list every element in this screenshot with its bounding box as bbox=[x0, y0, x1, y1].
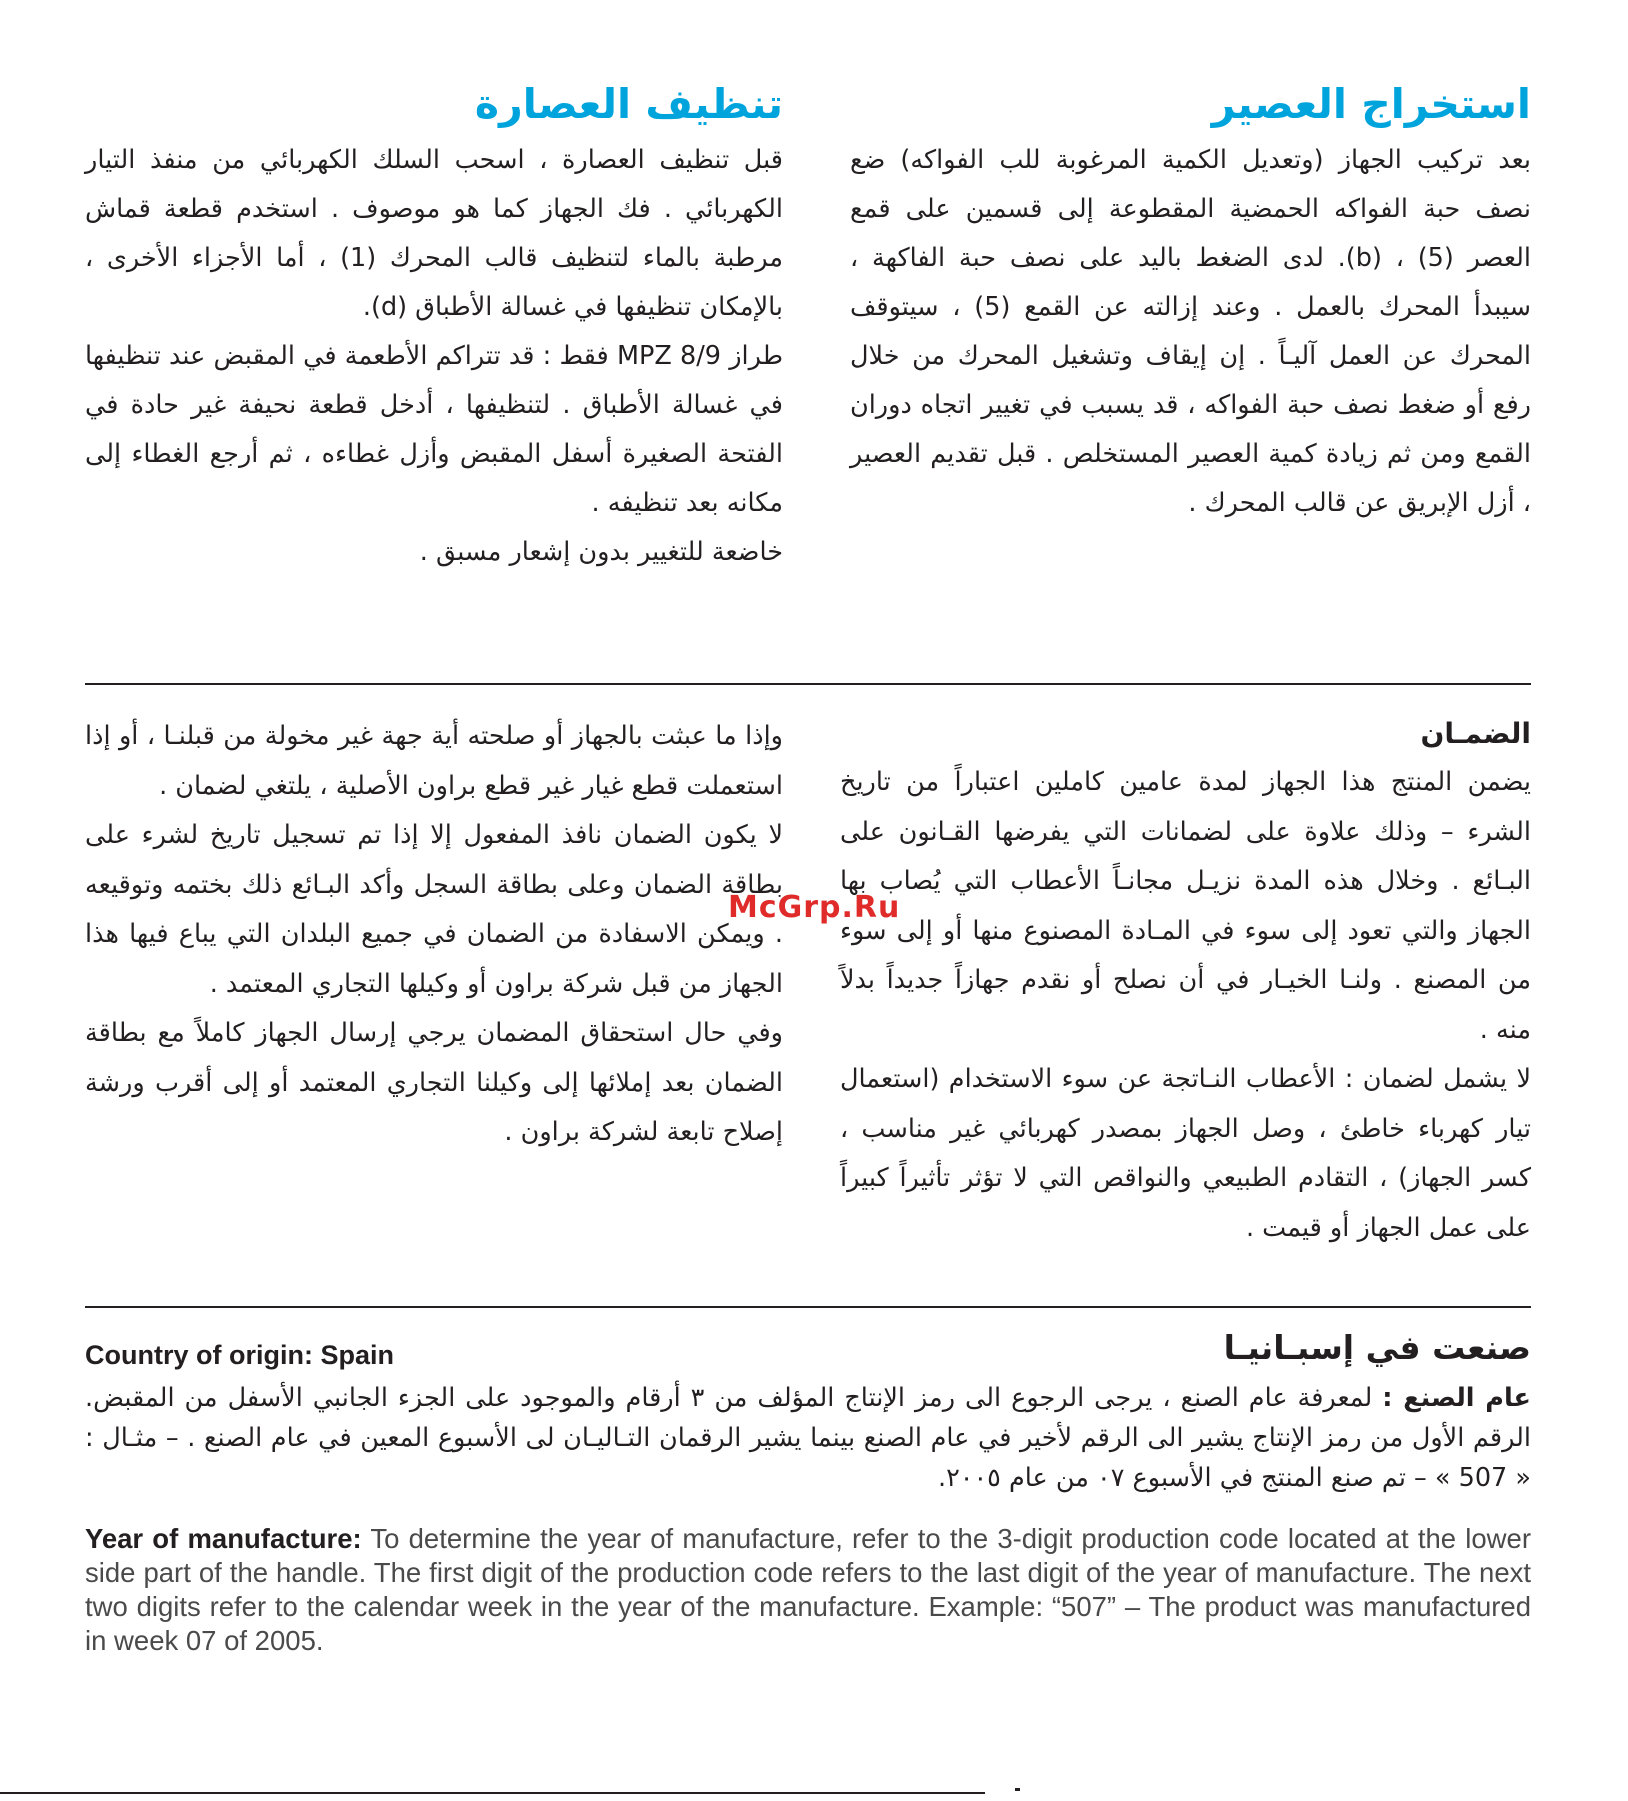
divider-bottom bbox=[85, 1306, 1531, 1308]
juice-heading: استخراج العصير bbox=[1211, 80, 1531, 128]
year-english-text: To determine the year of manufacture, refer to the 3-digit production code located at the lower side part of the handle. The first digit of the production code refers to the last digit of the year of manufacture. The next two digits refer to the calendar week in the year of the manufacture. Example: “507” – The product was manufactured in week 07 of 2005. bbox=[85, 1523, 1531, 1656]
year-arabic-label: عام الصنع : bbox=[1382, 1383, 1531, 1413]
footer-line bbox=[0, 1792, 985, 1794]
change-notice: خاضعة للتغيير بدون إشعار مسبق . bbox=[419, 537, 783, 567]
guarantee-paragraph-2: لا يشمل لضمان : الأعطاب النـاتجة عن سوء الاستخدام (استعمال تيار كهرباء خاطئ ، وصل الجهاز بمصدر كهربائي غير مناسب ، كسر الجهاز) ، التقادم الطبيعي والنواقص التي لا تؤثر تأثيراً كبيراً على عمل الجهاز أو قيمت . bbox=[840, 1064, 1531, 1243]
guarantee-section bbox=[840, 712, 1531, 1253]
guarantee-continued-section bbox=[85, 712, 783, 1158]
guarantee-paragraph-1: يضمن المنتج هذا الجهاز لمدة عامين كاملين اعتباراً من تاريخ الشرء – وذلك علاوة على لضمانات التي يفرضها القـانون على البـائع . وخلال هذه المدة نزيـل مجانـاً الأعطاب التي يُصاب بها الجهاز والتي تعود إلى سوء في المـادة المصنوع منها أو إلى سوء من المصنع . ولنـا الخيـار في أن نصلح أو نقدم جهازاً جديداً بدلاً منه . bbox=[840, 767, 1531, 1045]
guarantee-cont-paragraph-2: لا يكون الضمان نافذ المفعول إلا إذا تم تسجيل تاريخ لشرء على بطاقة الضمان وعلى بطاقة السجل وأكد البـائع ذلك بختمه وتوقيعه . ويمكن الاسفادة من الضمان في جميع البلدان التي يباع فيها هذا الجهاز من قبل شركة براون أو وكيلها التجاري المعتمد . bbox=[85, 820, 783, 999]
year-arabic-text: لمعرفة عام الصنع ، يرجى الرجوع الى رمز الإنتاج المؤلف من ٣ أرقام والموجود على الجزء الجانبي الأسفل من المقبض. الرقم الأول من رمز الإنتاج يشير الى الرقم لأخير في عام الصنع بينما يشير الرقمان التـاليـان لى الأسبوع المعين في عام الصنع . – مثـال : « 507 » – تم صنع المنتج في الأسبوع ٠٧ من عام ٢٠٠٥. bbox=[85, 1383, 1531, 1493]
cleaning-paragraph-1: قبل تنظيف العصارة ، اسحب السلك الكهربائي من منفذ التيار الكهربائي . فك الجهاز كما هو موصوف . استخدم قطعة قماش مرطبة بالماء لتنظيف قالب المحرك (1) ، أما الأجزاء الأخرى ، بالإمكان تنظيفها في غسالة الأطباق (d). bbox=[85, 145, 783, 322]
country-of-origin-english: Country of origin: Spain bbox=[85, 1340, 394, 1370]
divider-top bbox=[85, 683, 1531, 685]
year-english-label: Year of manufacture: bbox=[85, 1523, 362, 1554]
country-of-origin-arabic: صنعت في إسبـانيـا bbox=[1223, 1328, 1531, 1367]
footer-mark bbox=[1015, 1788, 1020, 1791]
cleaning-paragraph-2: طراز MPZ 8/9 فقط : قد تتراكم الأطعمة في المقبض عند تنظيفها في غسالة الأطباق . لتنظيفها ، أدخل قطعة نحيفة غير حادة في الفتحة الصغيرة أسفل المقبض وأزل غطاءه ، ثم أرجع الغطاء إلى مكانه بعد تنظيفه . bbox=[85, 341, 783, 518]
juice-section bbox=[850, 78, 1531, 528]
cleaning-section bbox=[85, 78, 783, 577]
guarantee-cont-paragraph-3: وفي حال استحقاق المضمان يرجي إرسال الجهاز كاملاً مع بطاقة الضمان بعد إملائها إلى وكيلنا التجاري المعتمد أو إلى أقرب ورشة إصلاح تابعة لشركة براون . bbox=[85, 1018, 783, 1147]
guarantee-cont-paragraph-1: وإذا ما عبثت بالجهاز أو صلحته أية جهة غير مخولة من قبلنـا ، أو إذا استعملت قطع غيار غير قطع براون الأصلية ، يلتغي لضمان . bbox=[85, 721, 783, 801]
cleaning-heading: تنظيف العصارة bbox=[474, 80, 783, 128]
juice-paragraph: بعد تركيب الجهاز (وتعديل الكمية المرغوبة للب الفواكه) ضع نصف حبة الفواكه الحمضية المقطوعة إلى قسمين على قمع العصر (5) ، (b). لدى الضغط باليد على نصف حبة الفاكهة ، سيبدأ المحرك بالعمل . وعند إزالته عن القمع (5) ، سيتوقف المحرك عن العمل آليـاً . إن إيقاف وتشغيل المحرك من خلال رفع أو ضغط نصف حبة الفواكه ، قد يسبب في تغيير اتجاه دوران القمع ومن ثم زيادة كمية العصير المستخلص . قبل تقديم العصير ، أزل الإبريق عن قالب المحرك . bbox=[850, 145, 1532, 518]
guarantee-heading: الضمـان bbox=[1420, 717, 1531, 750]
year-of-manufacture-arabic bbox=[85, 1378, 1531, 1498]
watermark: McGrp.Ru bbox=[728, 890, 901, 925]
year-of-manufacture-english bbox=[85, 1522, 1531, 1658]
